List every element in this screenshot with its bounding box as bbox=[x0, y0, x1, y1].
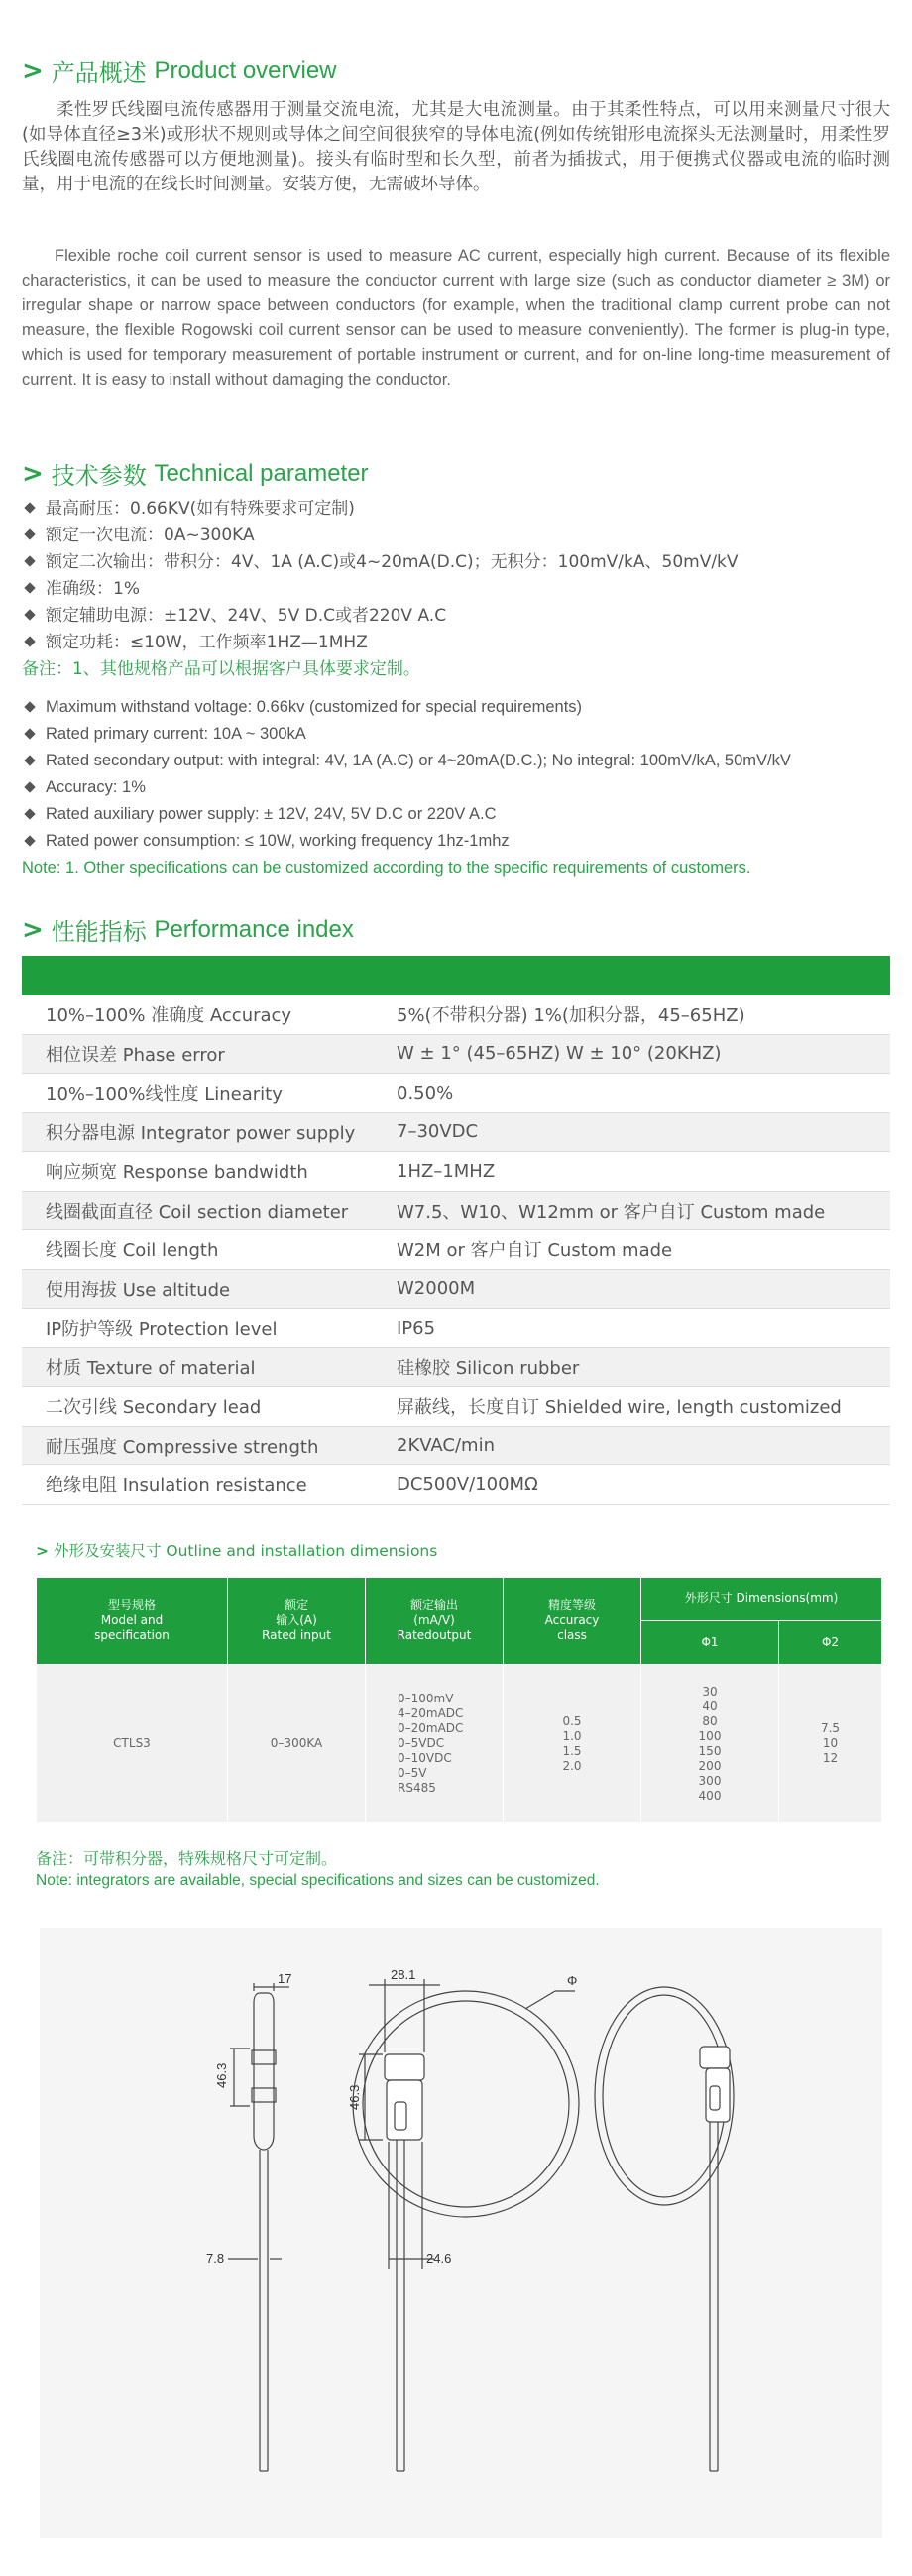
chevron-right-icon: > bbox=[22, 56, 44, 86]
diamond-bullet-icon bbox=[24, 701, 35, 712]
front-view bbox=[353, 1979, 579, 2471]
col-model: 型号规格 Model and specification bbox=[37, 1578, 228, 1665]
technical-note-en: Note: 1. Other specifications can be customized according to the specific requirements of customers. bbox=[22, 859, 751, 877]
list-item: 额定辅助电源：±12V、24V、5V D.C或者220V A.C bbox=[22, 603, 894, 630]
list-item: 最高耐压：0.66KV(如有特殊要求可定制) bbox=[22, 496, 894, 523]
diamond-bullet-icon bbox=[24, 502, 35, 513]
outline-drawing bbox=[40, 1928, 882, 2538]
chevron-right-icon: > bbox=[36, 1542, 49, 1560]
list-item: Maximum withstand voltage: 0.66kv (customized for special requirements) bbox=[22, 694, 894, 721]
cell-model: CTLS3 bbox=[37, 1665, 228, 1823]
overview-heading bbox=[22, 54, 337, 88]
table-row: IP防护等级 Protection level IP65 bbox=[22, 1309, 890, 1348]
dimensions-table bbox=[36, 1577, 882, 1823]
diamond-bullet-icon bbox=[24, 728, 35, 739]
table-row: 材质 Texture of material 硅橡胶 Silicon rubber bbox=[22, 1348, 890, 1388]
dim-17-label: 17 bbox=[278, 1971, 292, 1986]
cell-accuracy: 0.5 1.0 1.5 2.0 bbox=[504, 1665, 641, 1823]
table-row: 线圈长度 Coil length W2M or 客户自订 Custom made bbox=[22, 1230, 890, 1270]
dim-46-3-mid-label: 46.3 bbox=[347, 2084, 362, 2110]
col-dimensions: 外形尺寸 Dimensions(mm) bbox=[641, 1578, 882, 1621]
overview-paragraph-en: Flexible roche coil current sensor is used to measure AC current, especially high current. Because of its flexible characteristics, it can be used to measure the conductor current with large size (such as conductor diameter ≥ 3M) or irregular shape or narrow space between conductors (for example, when the traditional clamp current probe can not measure, the flexible Rogowski coil current sensor can be used to measure conveniently). The former is plug-in type, which is used for temporary measurement of portable instrument or current, and for on-line long-time measurement of current. It is easy to install without damaging the conductor. bbox=[22, 247, 890, 389]
table-row: 10%–100%线性度 Linearity 0.50% bbox=[22, 1074, 890, 1113]
phi-label: Φ bbox=[567, 1973, 578, 1988]
technical-list-cn bbox=[22, 496, 894, 683]
outline-heading bbox=[36, 1539, 437, 1561]
technical-list-en bbox=[22, 694, 894, 881]
isometric-view bbox=[595, 1987, 734, 2471]
table-row: 10%–100% 准确度 Accuracy 5%(不带积分器) 1%(加积分器，45–65HZ) bbox=[22, 995, 890, 1035]
dim-28-1-label: 28.1 bbox=[391, 1967, 416, 1982]
outline-note-cn: 备注：可带积分器，特殊规格尺寸可定制。 bbox=[36, 1849, 338, 1868]
diamond-bullet-icon bbox=[24, 781, 35, 792]
technical-heading bbox=[22, 456, 369, 491]
list-item: 额定功耗：≤10W，工作频率1HZ—1MHZ bbox=[22, 630, 894, 656]
technical-title-cn: 技术参数 bbox=[51, 462, 147, 490]
diamond-bullet-icon bbox=[24, 528, 35, 539]
diamond-bullet-icon bbox=[24, 808, 35, 819]
performance-table bbox=[22, 956, 890, 1505]
list-item: Rated power consumption: ≤ 10W, working frequency 1hz-1mhz bbox=[22, 828, 894, 855]
list-item: 额定一次电流：0A~300KA bbox=[22, 523, 894, 549]
outline-note-en: Note: integrators are available, special specifications and sizes can be customized. bbox=[36, 1872, 600, 1889]
performance-title-cn: 性能指标 bbox=[51, 918, 147, 946]
table-row: 使用海拔 Use altitude W2000M bbox=[22, 1270, 890, 1310]
cell-phi2: 7.5 10 12 bbox=[779, 1665, 882, 1823]
dim-46-3-left-label: 46.3 bbox=[214, 2062, 229, 2088]
col-rated-input: 额定 输入(A) Rated input bbox=[228, 1578, 366, 1665]
col-phi2: Φ2 bbox=[779, 1621, 882, 1665]
drawing-svg bbox=[40, 1928, 882, 2538]
performance-table-header bbox=[22, 956, 890, 995]
table-row: 二次引线 Secondary lead 屏蔽线，长度自订 Shielded wire, length customized bbox=[22, 1387, 890, 1427]
performance-rows bbox=[22, 995, 890, 1505]
overview-title-cn: 产品概述 bbox=[51, 59, 147, 87]
table-row: 相位误差 Phase error W ± 1° (45–65HZ) W ± 10° (20KHZ) bbox=[22, 1035, 890, 1075]
overview-paragraph-cn: 柔性罗氏线圈电流传感器用于测量交流电流，尤其是大电流测量。由于其柔性特点，可以用来测量尺寸很大(如导体直径≥3米)或形状不规则或导体之间空间很狭窄的导体电流(例如传统钳形电流探头无法测量时，用柔性罗氏线圈电流传感器可以方便地测量)。接头有临时型和长久型，前者为插拔式，用于便携式仪器或电流的临时测量，用于电流的在线长时间测量。安装方便，无需破坏导体。 bbox=[22, 100, 890, 194]
table-row: 绝缘电阻 Insulation resistance DC500V/100MΩ bbox=[22, 1465, 890, 1505]
side-view bbox=[228, 1983, 289, 2471]
diamond-bullet-icon bbox=[24, 755, 35, 765]
cell-rated: 0–300KA bbox=[228, 1665, 366, 1823]
technical-title-en: Technical parameter bbox=[154, 459, 369, 487]
outline-title: 外形及安装尺寸 Outline and installation dimensions bbox=[53, 1542, 438, 1560]
diamond-bullet-icon bbox=[24, 582, 35, 593]
table-row: 响应频宽 Response bandwidth 1HZ–1MHZ bbox=[22, 1152, 890, 1192]
list-item: 额定二次输出：带积分：4V、1A (A.C)或4~20mA(D.C)；无积分：100mV/kA、50mV/kV bbox=[22, 549, 894, 576]
col-accuracy: 精度等级 Accuracy class bbox=[504, 1578, 641, 1665]
list-item: 准确级：1% bbox=[22, 576, 894, 603]
table-row bbox=[37, 1665, 882, 1823]
dim-24-6-label: 24.6 bbox=[426, 2251, 452, 2266]
list-item: Rated auxiliary power supply: ± 12V, 24V, 5V D.C or 220V A.C bbox=[22, 801, 894, 828]
list-item: Accuracy: 1% bbox=[22, 774, 894, 801]
overview-title-en: Product overview bbox=[154, 57, 337, 84]
diamond-bullet-icon bbox=[24, 609, 35, 620]
dim-7-8-label: 7.8 bbox=[206, 2251, 225, 2266]
chevron-right-icon: > bbox=[22, 914, 44, 945]
cell-outputs: 0–100mV 4–20mADC 0–20mADC 0–5VDC 0–10VDC 0–5V RS485 bbox=[366, 1665, 504, 1823]
diamond-bullet-icon bbox=[24, 555, 35, 566]
performance-heading bbox=[22, 912, 354, 947]
list-item: Rated primary current: 10A ~ 300kA bbox=[22, 721, 894, 748]
col-rated-output: 额定输出 (mA/V) Ratedoutput bbox=[366, 1578, 504, 1665]
chevron-right-icon: > bbox=[22, 458, 44, 489]
table-row: 耐压强度 Compressive strength 2KVAC/min bbox=[22, 1427, 890, 1466]
technical-note-cn: 备注：1、其他规格产品可以根据客户具体要求定制。 bbox=[22, 659, 420, 679]
col-phi1: Φ1 bbox=[641, 1621, 779, 1665]
performance-title-en: Performance index bbox=[154, 915, 354, 943]
cell-phi1: 30 40 80 100 150 200 300 400 bbox=[641, 1665, 779, 1823]
table-row: 线圈截面直径 Coil section diameter W7.5、W10、W12mm or 客户自订 Custom made bbox=[22, 1192, 890, 1231]
diamond-bullet-icon bbox=[24, 835, 35, 846]
table-row: 积分器电源 Integrator power supply 7–30VDC bbox=[22, 1113, 890, 1153]
list-item: Rated secondary output: with integral: 4V, 1A (A.C) or 4~20mA(D.C.); No integral: 100mV/kA, 50mV/kV bbox=[22, 748, 894, 774]
diamond-bullet-icon bbox=[24, 636, 35, 646]
